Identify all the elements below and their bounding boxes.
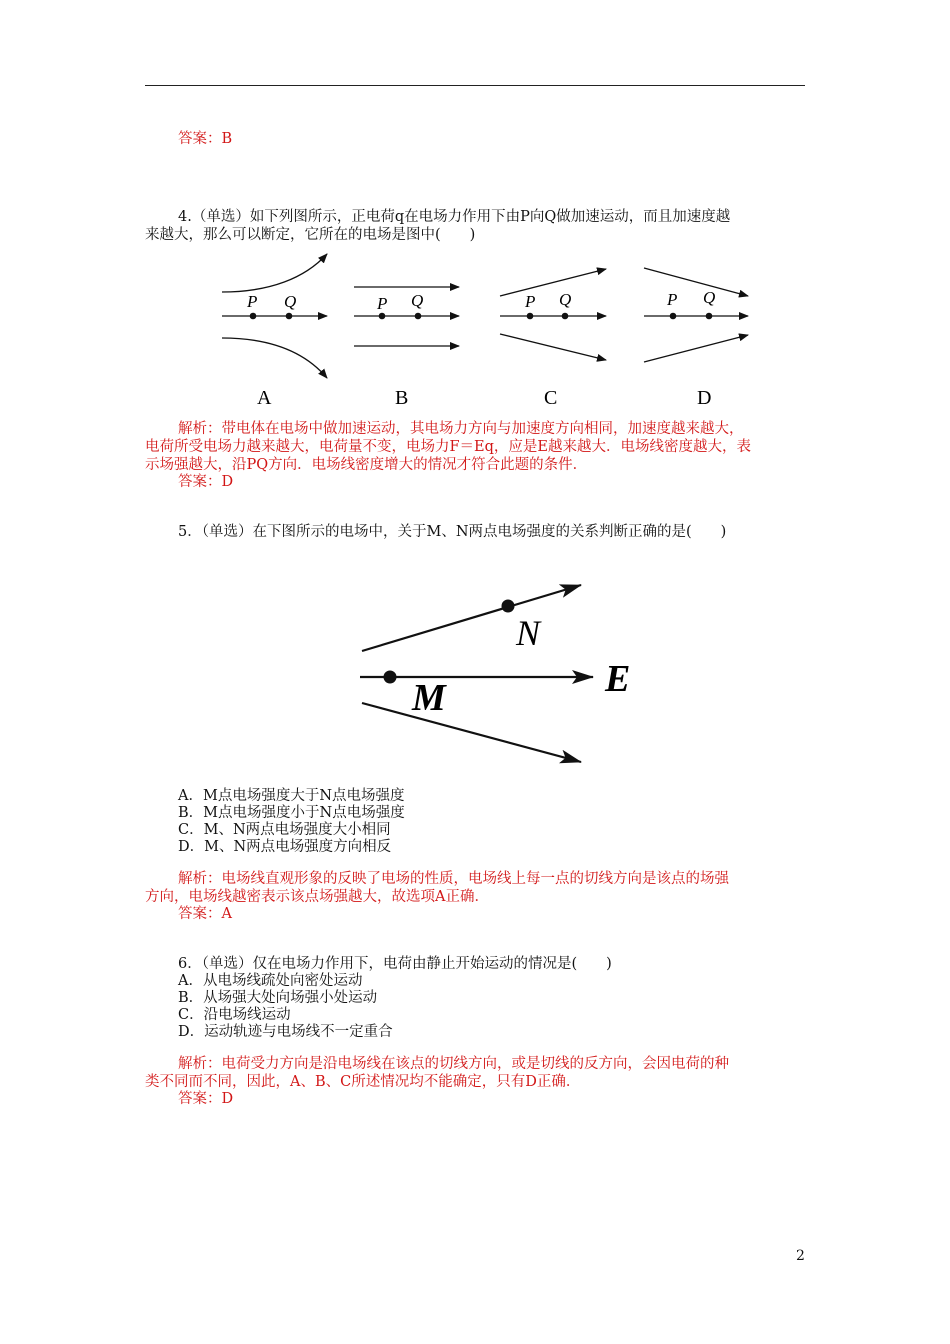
q4-stem-line1: 4.（单选）如下列图所示，正电荷q在电场力作用下由P向Q做加速运动，而且加速度越 <box>178 209 731 225</box>
q5-stem: 5．（单选）在下图所示的电场中，关于M、N两点电场强度的关系判断正确的是( ) <box>178 524 727 540</box>
diagram-a-label-p: P <box>247 292 258 311</box>
q6-option-b: B．从场强大处向场强小处运动 <box>178 990 378 1006</box>
diagram-d-label-q: Q <box>703 288 716 307</box>
q4-analysis-line3: 示场强越大，沿PQ方向．电场线密度增大的情况才符合此题的条件． <box>145 457 588 473</box>
answer-3: 答案：B <box>178 131 233 147</box>
diagram-b-label: B <box>395 387 409 409</box>
diagram-d-label-p: P <box>667 290 678 309</box>
page-number: 2 <box>796 1248 805 1264</box>
q5-label-n: N <box>516 613 541 653</box>
q6-answer: 答案：D <box>178 1091 234 1107</box>
diagram-c-label-q: Q <box>559 290 572 309</box>
q5-option-c: C．M、N两点电场强度大小相同 <box>178 822 391 838</box>
q5-option-a: A．M点电场强度大于N点电场强度 <box>178 788 405 804</box>
q5-point-m <box>384 671 397 684</box>
q5-point-n <box>502 600 515 613</box>
diagram-c-label: C <box>544 387 558 409</box>
q5-label-e: E <box>605 658 631 700</box>
diagram-d-label: D <box>697 387 712 409</box>
q5-answer: 答案：A <box>178 906 232 922</box>
diagram-a-label: A <box>257 387 272 409</box>
q6-option-c: C．沿电场线运动 <box>178 1007 291 1023</box>
q4-analysis-line2: 电荷所受电场力越来越大，电荷量不变，电场力F＝Eq，应是E越来越大．电场线密度越大，表 <box>145 439 752 455</box>
q4-analysis-line1: 解析：带电体在电场中做加速运动，其电场力方向与加速度方向相同，加速度越来越大， <box>178 421 744 437</box>
q6-analysis-line1: 解析：电荷受力方向是沿电场线在该点的切线方向，或是切线的反方向，会因电荷的种 <box>178 1056 729 1072</box>
diagram-b-label-q: Q <box>411 291 424 310</box>
diagram-c-label-p: P <box>525 292 536 311</box>
q4-answer: 答案：D <box>178 474 234 490</box>
q5-analysis-line1: 解析：电场线直观形象的反映了电场的性质，电场线上每一点的切线方向是该点的场强 <box>178 871 729 887</box>
q5-option-b: B．M点电场强度小于N点电场强度 <box>178 805 405 821</box>
q5-label-m: M <box>412 677 446 719</box>
q6-analysis-line2: 类不同而不同，因此，A、B、C所述情况均不能确定，只有D正确． <box>145 1074 581 1090</box>
q6-option-a: A．从电场线疏处向密处运动 <box>178 973 363 989</box>
q4-stem-line2: 来越大，那么可以断定，它所在的电场是图中( ) <box>145 227 476 243</box>
q6-stem: 6．（单选）仅在电场力作用下，电荷由静止开始运动的情况是( ) <box>178 956 612 972</box>
diagram-b-label-p: P <box>377 294 388 313</box>
q5-option-d: D．M、N两点电场强度方向相反 <box>178 839 392 855</box>
q6-option-d: D．运动轨迹与电场线不一定重合 <box>178 1024 393 1040</box>
q5-analysis-line2: 方向，电场线越密表示该点场强越大，故选项A正确． <box>145 889 489 905</box>
diagram-a-label-q: Q <box>284 292 297 311</box>
